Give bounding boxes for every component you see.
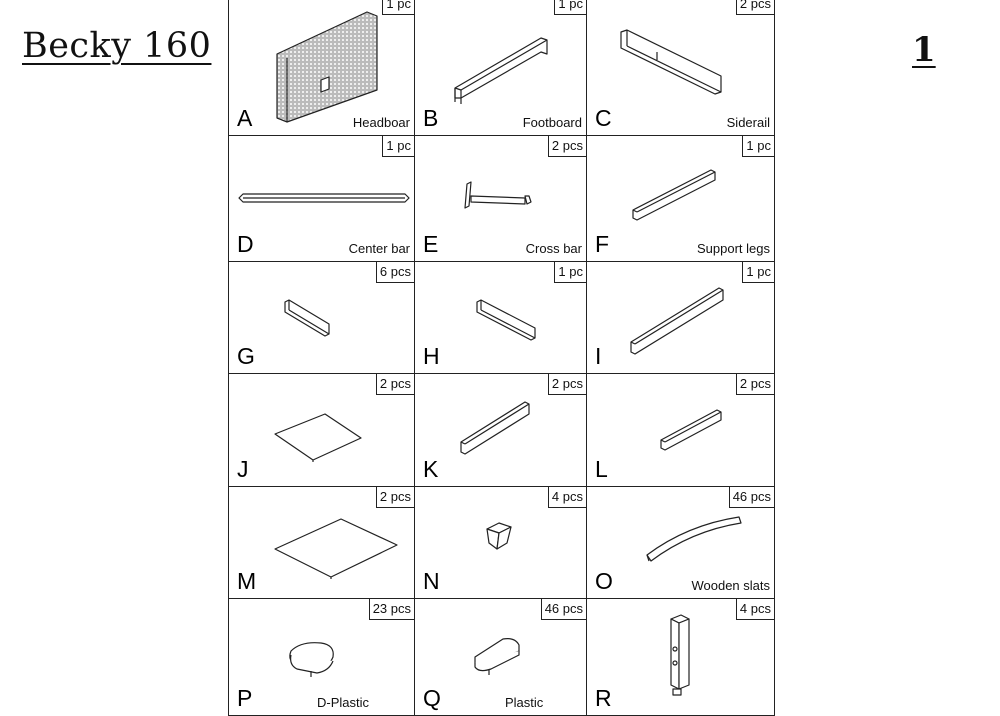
part-letter: D bbox=[237, 231, 254, 257]
quantity-label: 2 pcs bbox=[736, 374, 774, 395]
part-letter: K bbox=[423, 456, 439, 482]
quantity-label: 1 pc bbox=[742, 262, 774, 283]
part-cell-d bbox=[229, 136, 415, 262]
part-cell-k bbox=[415, 374, 587, 487]
quantity-label: 2 pcs bbox=[548, 374, 586, 395]
part-cell-p bbox=[229, 599, 415, 716]
part-letter: M bbox=[237, 568, 257, 594]
part-name: Plastic bbox=[505, 695, 544, 710]
part-cell-q bbox=[415, 599, 587, 716]
quantity-label: 1 pc bbox=[742, 136, 774, 157]
part-name: Support legs bbox=[697, 241, 770, 256]
part-cell-b bbox=[415, 0, 587, 136]
part-cell-e bbox=[415, 136, 587, 262]
part-cell-a bbox=[229, 0, 415, 136]
quantity-label: 1 pc bbox=[554, 262, 586, 283]
quantity-label: 1 pc bbox=[554, 0, 586, 15]
part-letter: B bbox=[423, 105, 439, 131]
part-cell-c bbox=[587, 0, 774, 136]
quantity-label: 4 pcs bbox=[736, 599, 774, 620]
quantity-label: 2 pcs bbox=[548, 136, 586, 157]
quantity-label: 2 pcs bbox=[376, 374, 414, 395]
part-cell-g bbox=[229, 262, 415, 374]
part-letter: H bbox=[423, 343, 440, 369]
part-name: Siderail bbox=[726, 115, 770, 130]
part-cell-m bbox=[229, 487, 415, 599]
part-letter: I bbox=[595, 343, 602, 369]
part-cell-l bbox=[587, 374, 774, 487]
part-cell-i bbox=[587, 262, 774, 374]
quantity-label: 6 pcs bbox=[376, 262, 414, 283]
part-letter: P bbox=[237, 685, 253, 711]
part-name: Headboar bbox=[352, 115, 410, 130]
part-cell-n bbox=[415, 487, 587, 599]
part-cell-r bbox=[587, 599, 774, 716]
part-letter: L bbox=[595, 456, 608, 482]
part-letter: F bbox=[595, 231, 610, 257]
part-cell-h bbox=[415, 262, 587, 374]
part-letter: O bbox=[595, 568, 613, 594]
part-letter: R bbox=[595, 685, 612, 711]
part-letter: Q bbox=[423, 685, 441, 711]
part-cell-f bbox=[587, 136, 774, 262]
part-cell-o bbox=[587, 487, 774, 599]
part-letter: G bbox=[237, 343, 255, 369]
part-name: Cross bar bbox=[525, 241, 582, 256]
part-letter: C bbox=[595, 105, 612, 131]
part-letter: E bbox=[423, 231, 439, 257]
parts-grid bbox=[228, 0, 775, 716]
part-name: Center bar bbox=[348, 241, 410, 256]
part-letter: N bbox=[423, 568, 440, 594]
page-title: Becky 160 bbox=[22, 26, 212, 66]
quantity-label: 4 pcs bbox=[548, 487, 586, 508]
quantity-label: 46 pcs bbox=[729, 487, 774, 508]
quantity-label: 1 pc bbox=[382, 136, 414, 157]
part-name: D-Plastic bbox=[317, 695, 370, 710]
quantity-label: 46 pcs bbox=[541, 599, 586, 620]
quantity-label: 1 pc bbox=[382, 0, 414, 15]
part-name: Footboard bbox=[522, 115, 582, 130]
part-letter: J bbox=[237, 456, 249, 482]
part-name: Wooden slats bbox=[691, 578, 770, 593]
part-cell-j bbox=[229, 374, 415, 487]
page-number: 1 bbox=[912, 30, 936, 70]
part-letter: A bbox=[237, 105, 253, 131]
quantity-label: 2 pcs bbox=[376, 487, 414, 508]
quantity-label: 2 pcs bbox=[736, 0, 774, 15]
quantity-label: 23 pcs bbox=[369, 599, 414, 620]
